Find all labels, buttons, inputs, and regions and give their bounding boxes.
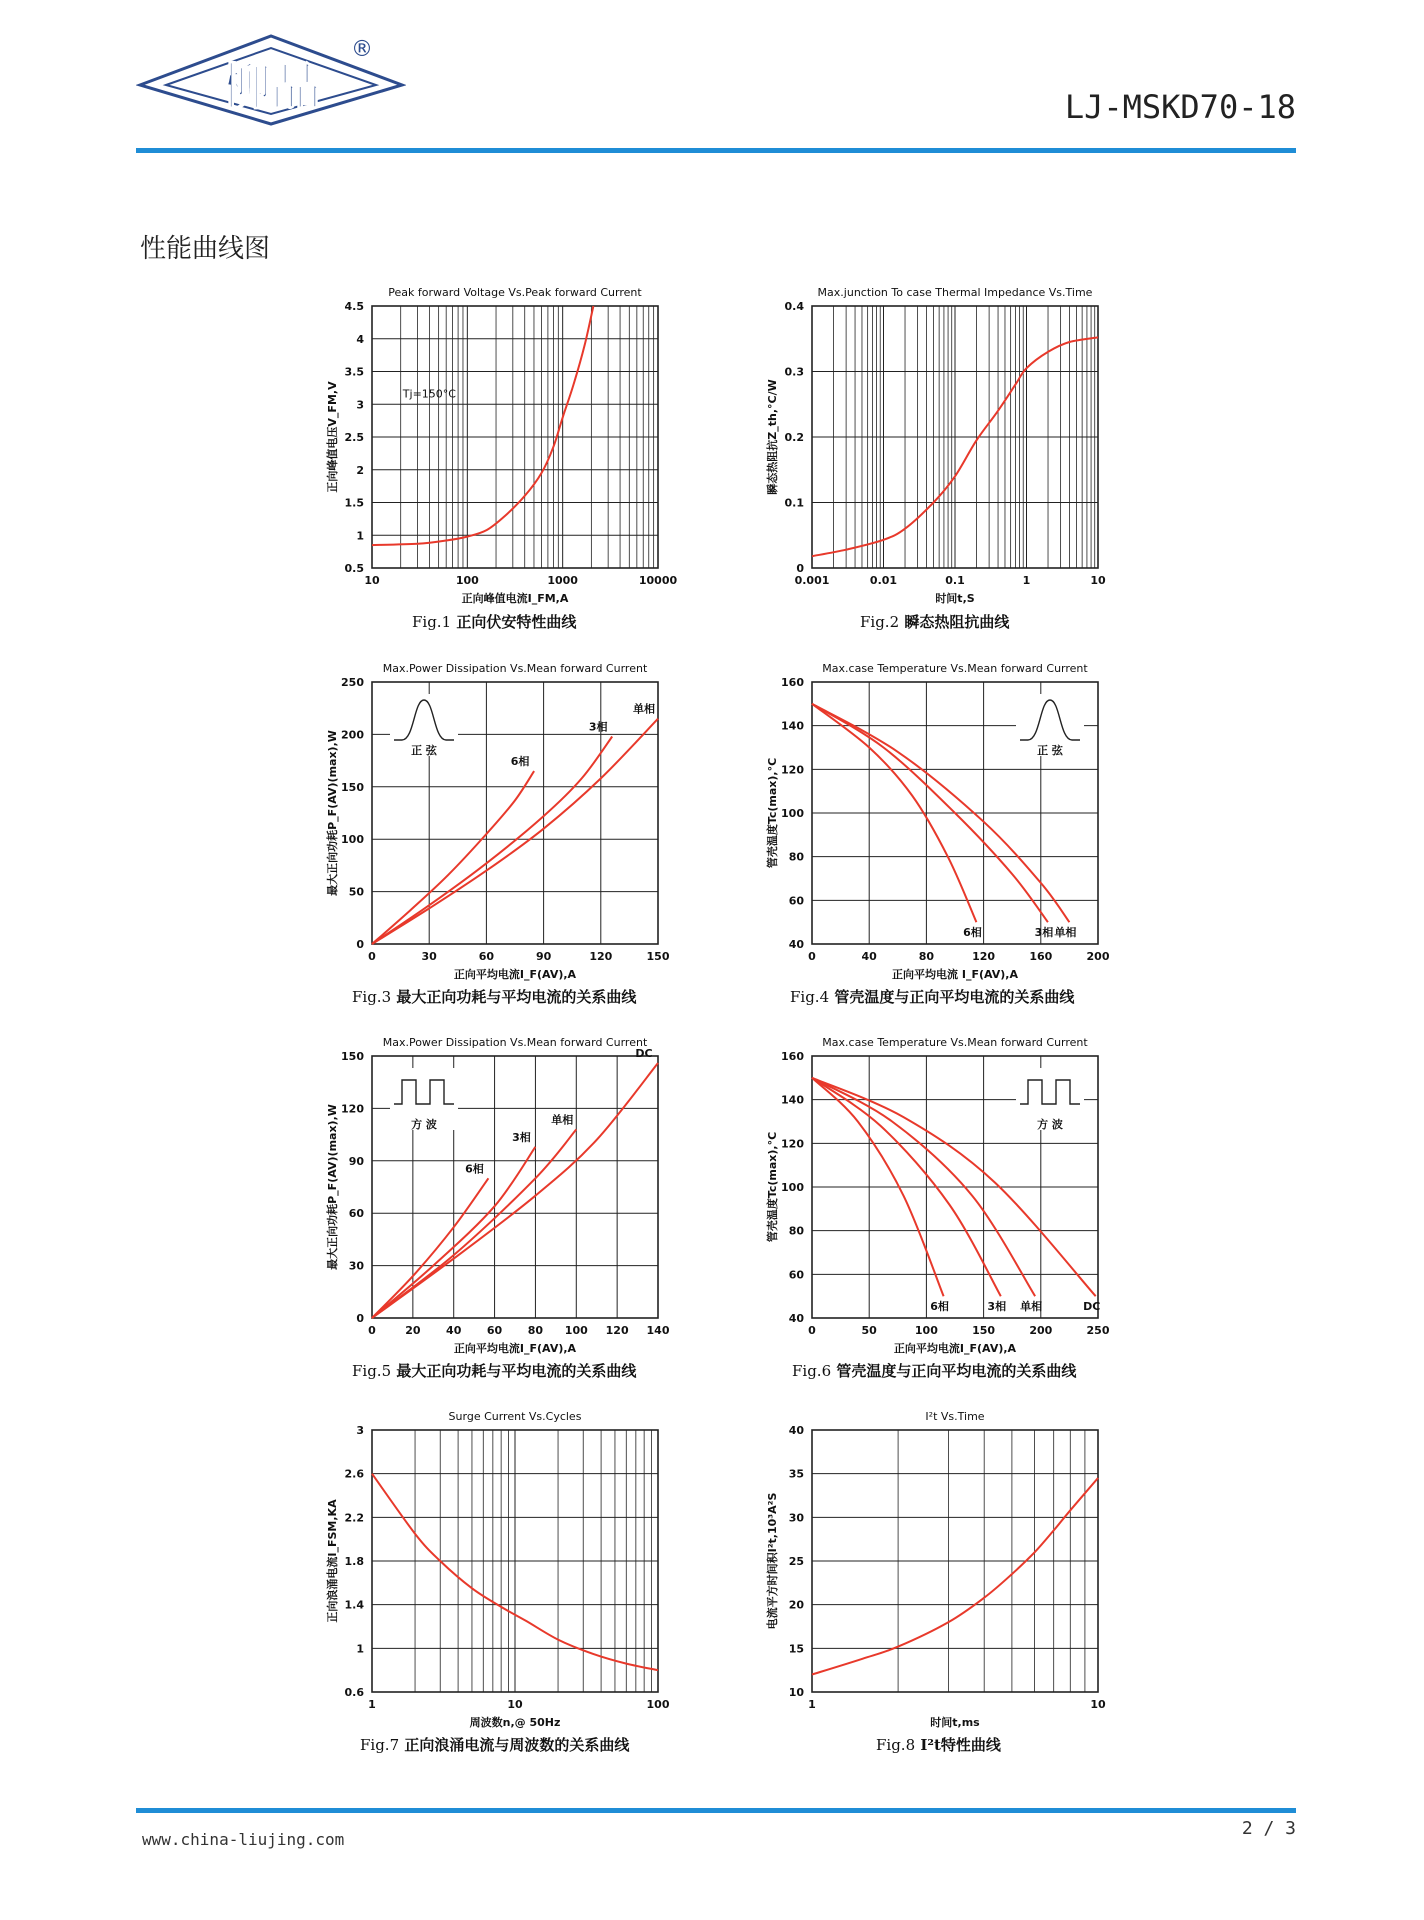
company-logo xyxy=(136,30,406,130)
y-tick-label: 120 xyxy=(781,763,804,777)
y-tick-label: 2.5 xyxy=(344,431,364,444)
x-tick-label: 0.001 xyxy=(794,574,830,587)
website-link[interactable]: www.china-liujing.com xyxy=(142,1830,345,1849)
x-tick-label: 160 xyxy=(1029,950,1053,963)
y-axis-label: 管壳温度Tc(max),°C xyxy=(766,757,779,869)
caption-fig2: Fig.2 瞬态热阻抗曲线 xyxy=(860,613,1010,631)
x-tick-label: 80 xyxy=(527,1324,544,1337)
y-tick-label: 3 xyxy=(356,398,364,412)
x-tick-label: 120 xyxy=(589,950,613,963)
x-tick-label: 10 xyxy=(364,574,380,587)
x-tick-label: 0 xyxy=(368,1324,376,1337)
y-tick-label: 25 xyxy=(788,1555,804,1568)
y-axis-label: 电流平方时间积I²t,10³A²S xyxy=(766,1492,779,1630)
x-axis-label: 周波数n,@ 50Hz xyxy=(469,1716,561,1729)
caption-fig7: Fig.7 正向浪涌电流与周波数的关系曲线 xyxy=(360,1736,630,1754)
x-tick-label: 250 xyxy=(1086,1324,1110,1337)
square-wave-icon xyxy=(390,1068,458,1131)
series-line-1 xyxy=(812,1478,1098,1675)
chart-title: Max.Power Dissipation Vs.Mean forward Current xyxy=(382,662,648,675)
chart-fig2 xyxy=(756,280,1126,610)
chart-fig8 xyxy=(756,1404,1126,1734)
series-line-1 xyxy=(372,771,534,944)
y-tick-label: 140 xyxy=(781,1093,804,1107)
series-label-2: 3相 xyxy=(512,1130,531,1144)
x-tick-label: 90 xyxy=(535,950,552,963)
y-tick-label: 250 xyxy=(341,676,364,689)
sine-wave-icon xyxy=(390,694,458,757)
y-tick-label: 100 xyxy=(341,833,364,847)
y-tick-label: 0 xyxy=(356,1312,364,1325)
series-label-4: DC xyxy=(1083,1300,1101,1314)
x-tick-label: 120 xyxy=(972,950,996,963)
x-axis-label: 正向峰值电流I_FM,A xyxy=(461,592,569,605)
y-tick-label: 160 xyxy=(781,1050,804,1063)
x-tick-label: 40 xyxy=(446,1324,462,1337)
caption-fig3: Fig.3 最大正向功耗与平均电流的关系曲线 xyxy=(352,988,637,1006)
y-axis-label: 管壳温度Tc(max),°C xyxy=(766,1131,779,1243)
y-tick-label: 150 xyxy=(341,1050,364,1063)
series-label-2: 3相 xyxy=(987,1300,1007,1314)
series-label-1: 6相 xyxy=(963,926,982,940)
series-label-2: 3相 xyxy=(588,720,608,734)
series-label-3: 单相 xyxy=(633,702,655,716)
y-tick-label: 0 xyxy=(796,562,804,575)
y-tick-label: 1 xyxy=(356,529,364,543)
model-number: LJ-MSKD70-18 xyxy=(1064,88,1296,126)
registered-mark: ® xyxy=(351,37,373,62)
y-tick-label: 100 xyxy=(781,1181,804,1194)
chart-fig1 xyxy=(316,280,686,610)
x-tick-label: 100 xyxy=(914,1324,938,1337)
series-label-3: 单相 xyxy=(1020,1300,1043,1314)
x-axis-label: 正向平均电流I_F(AV),A xyxy=(893,1342,1017,1355)
y-tick-label: 10 xyxy=(788,1686,804,1699)
y-tick-label: 1 xyxy=(356,1642,364,1656)
y-tick-label: 0.1 xyxy=(784,496,804,510)
y-axis-label: 最大正向功耗P_F(AV)(max),W xyxy=(326,730,339,896)
series-line-3 xyxy=(372,1129,576,1318)
x-tick-label: 50 xyxy=(861,1324,877,1337)
x-tick-label: 1000 xyxy=(547,574,578,587)
wave-label: 正 弦 xyxy=(411,744,437,757)
x-tick-label: 100 xyxy=(646,1698,670,1711)
y-tick-label: 120 xyxy=(781,1137,804,1151)
x-axis-label: 正向平均电流 I_F(AV),A xyxy=(892,968,1018,981)
page-number: 2 / 3 xyxy=(1241,1818,1296,1839)
x-tick-label: 10 xyxy=(1090,574,1106,587)
y-tick-label: 90 xyxy=(348,1154,364,1168)
x-tick-label: 200 xyxy=(1086,950,1110,963)
square-wave-icon xyxy=(1016,1068,1084,1131)
y-tick-label: 80 xyxy=(788,1224,804,1238)
y-tick-label: 40 xyxy=(788,938,804,951)
y-axis-label: 瞬态热阻抗Z_th,°C/W xyxy=(766,379,779,495)
chart-title: I²t Vs.Time xyxy=(925,1410,985,1423)
y-tick-label: 0.4 xyxy=(784,300,804,313)
x-tick-label: 30 xyxy=(421,950,437,963)
chart-fig6 xyxy=(756,1030,1126,1360)
y-tick-label: 0 xyxy=(356,938,364,951)
caption-fig4: Fig.4 管壳温度与正向平均电流的关系曲线 xyxy=(790,988,1075,1006)
section-title: 性能曲线图 xyxy=(140,234,271,264)
y-tick-label: 0.2 xyxy=(784,431,804,444)
y-tick-label: 200 xyxy=(341,728,364,742)
series-label-3: 单相 xyxy=(551,1113,574,1127)
series-line-1 xyxy=(372,1178,488,1318)
x-tick-label: 1 xyxy=(1022,574,1031,587)
chart-title: Peak forward Voltage Vs.Peak forward Current xyxy=(388,286,642,299)
y-tick-label: 35 xyxy=(788,1467,804,1481)
y-axis-label: 最大正向功耗P_F(AV)(max),W xyxy=(326,1104,339,1270)
y-tick-label: 3.5 xyxy=(344,365,364,379)
x-tick-label: 0.01 xyxy=(869,574,898,587)
chart-fig4 xyxy=(756,656,1126,986)
x-tick-label: 1 xyxy=(808,1698,816,1711)
caption-fig1: Fig.1 正向伏安特性曲线 xyxy=(412,613,577,631)
y-tick-label: 30 xyxy=(348,1259,364,1273)
caption-fig8: Fig.8 I²t特性曲线 xyxy=(876,1736,1001,1754)
y-tick-label: 2 xyxy=(356,463,364,477)
y-tick-label: 80 xyxy=(788,850,804,864)
x-tick-label: 100 xyxy=(455,574,479,587)
y-tick-label: 60 xyxy=(348,1207,364,1221)
series-label-4: DC xyxy=(635,1046,653,1060)
y-tick-label: 40 xyxy=(788,1312,804,1325)
chart-fig3 xyxy=(316,656,686,986)
chart-title: Max.Power Dissipation Vs.Mean forward Current xyxy=(382,1036,648,1049)
chart-title: Max.case Temperature Vs.Mean forward Current xyxy=(822,1036,1088,1049)
y-tick-label: 60 xyxy=(788,894,804,908)
x-tick-label: 200 xyxy=(1029,1324,1053,1337)
y-tick-label: 15 xyxy=(788,1642,804,1656)
series-label-2: 3相 xyxy=(1034,926,1054,940)
chart-title: Surge Current Vs.Cycles xyxy=(448,1410,582,1423)
y-tick-label: 120 xyxy=(341,1102,364,1116)
chart-fig7 xyxy=(316,1404,686,1734)
x-tick-label: 10 xyxy=(1090,1698,1106,1711)
y-tick-label: 0.3 xyxy=(784,365,804,379)
x-tick-label: 40 xyxy=(861,950,877,963)
y-tick-label: 30 xyxy=(788,1511,804,1525)
x-tick-label: 60 xyxy=(486,1324,503,1337)
x-tick-label: 150 xyxy=(972,1324,996,1337)
x-axis-label: 正向平均电流I_F(AV),A xyxy=(453,968,577,981)
y-tick-label: 1.8 xyxy=(344,1555,364,1568)
wave-label: 方 波 xyxy=(411,1118,437,1131)
sine-wave-icon xyxy=(1016,694,1084,757)
caption-fig5: Fig.5 最大正向功耗与平均电流的关系曲线 xyxy=(352,1362,637,1380)
y-tick-label: 3 xyxy=(356,1424,364,1437)
y-tick-label: 40 xyxy=(788,1424,804,1437)
y-tick-label: 0.6 xyxy=(344,1686,364,1699)
chart-title: Max.case Temperature Vs.Mean forward Current xyxy=(822,662,1088,675)
y-tick-label: 140 xyxy=(781,719,804,733)
x-axis-label: 时间t,S xyxy=(935,592,975,605)
wave-label: 正 弦 xyxy=(1037,744,1063,757)
logo-text: 柳晶 xyxy=(221,58,321,116)
series-label-1: 6相 xyxy=(465,1162,484,1176)
y-gridlines xyxy=(812,1430,1098,1692)
x-tick-label: 0 xyxy=(808,1324,816,1337)
y-tick-label: 2.2 xyxy=(344,1511,364,1525)
wave-label: 方 波 xyxy=(1037,1118,1063,1131)
x-tick-label: 80 xyxy=(918,950,935,963)
annotation-label: Tj=150°C xyxy=(402,387,456,401)
series-label-1: 6相 xyxy=(930,1300,949,1314)
x-axis-label: 时间t,ms xyxy=(930,1716,980,1729)
y-tick-label: 1.4 xyxy=(344,1598,364,1612)
y-tick-label: 50 xyxy=(348,885,364,899)
series-line-1 xyxy=(372,306,593,545)
x-tick-label: 120 xyxy=(605,1324,629,1337)
x-tick-label: 140 xyxy=(646,1324,670,1337)
x-tick-label: 150 xyxy=(646,950,670,963)
y-tick-label: 160 xyxy=(781,676,804,689)
series-label-1: 6相 xyxy=(510,755,530,769)
x-tick-label: 60 xyxy=(478,950,495,963)
x-tick-label: 0 xyxy=(368,950,376,963)
chart-title: Max.junction To case Thermal Impedance Vs.Time xyxy=(817,286,1093,299)
y-tick-label: 4.5 xyxy=(344,300,364,313)
x-tick-label: 10 xyxy=(507,1698,523,1711)
y-axis-label: 正向峰值电压V_FM,V xyxy=(326,381,339,493)
y-tick-label: 20 xyxy=(788,1598,804,1612)
y-tick-label: 0.5 xyxy=(344,562,364,575)
x-tick-label: 0 xyxy=(808,950,816,963)
y-tick-label: 2.6 xyxy=(344,1467,364,1481)
x-tick-label: 100 xyxy=(564,1324,588,1337)
y-gridlines xyxy=(372,306,658,568)
y-tick-label: 4 xyxy=(356,332,364,346)
caption-fig6: Fig.6 管壳温度与正向平均电流的关系曲线 xyxy=(792,1362,1077,1380)
y-tick-label: 100 xyxy=(781,807,804,820)
x-tick-label: 1 xyxy=(368,1698,376,1711)
x-tick-label: 10000 xyxy=(638,574,678,587)
x-tick-label: 0.1 xyxy=(945,574,965,587)
x-axis-label: 正向平均电流I_F(AV),A xyxy=(453,1342,577,1355)
header-rule xyxy=(136,148,1296,153)
footer-rule xyxy=(136,1808,1296,1813)
y-tick-label: 60 xyxy=(788,1268,804,1282)
chart-fig5 xyxy=(316,1030,686,1360)
series-label-3: 单相 xyxy=(1054,926,1077,940)
y-axis-label: 正向浪涌电流I_FSM,KA xyxy=(326,1499,339,1623)
x-tick-label: 20 xyxy=(405,1324,421,1337)
y-tick-label: 1.5 xyxy=(344,496,364,510)
y-tick-label: 150 xyxy=(341,780,364,794)
